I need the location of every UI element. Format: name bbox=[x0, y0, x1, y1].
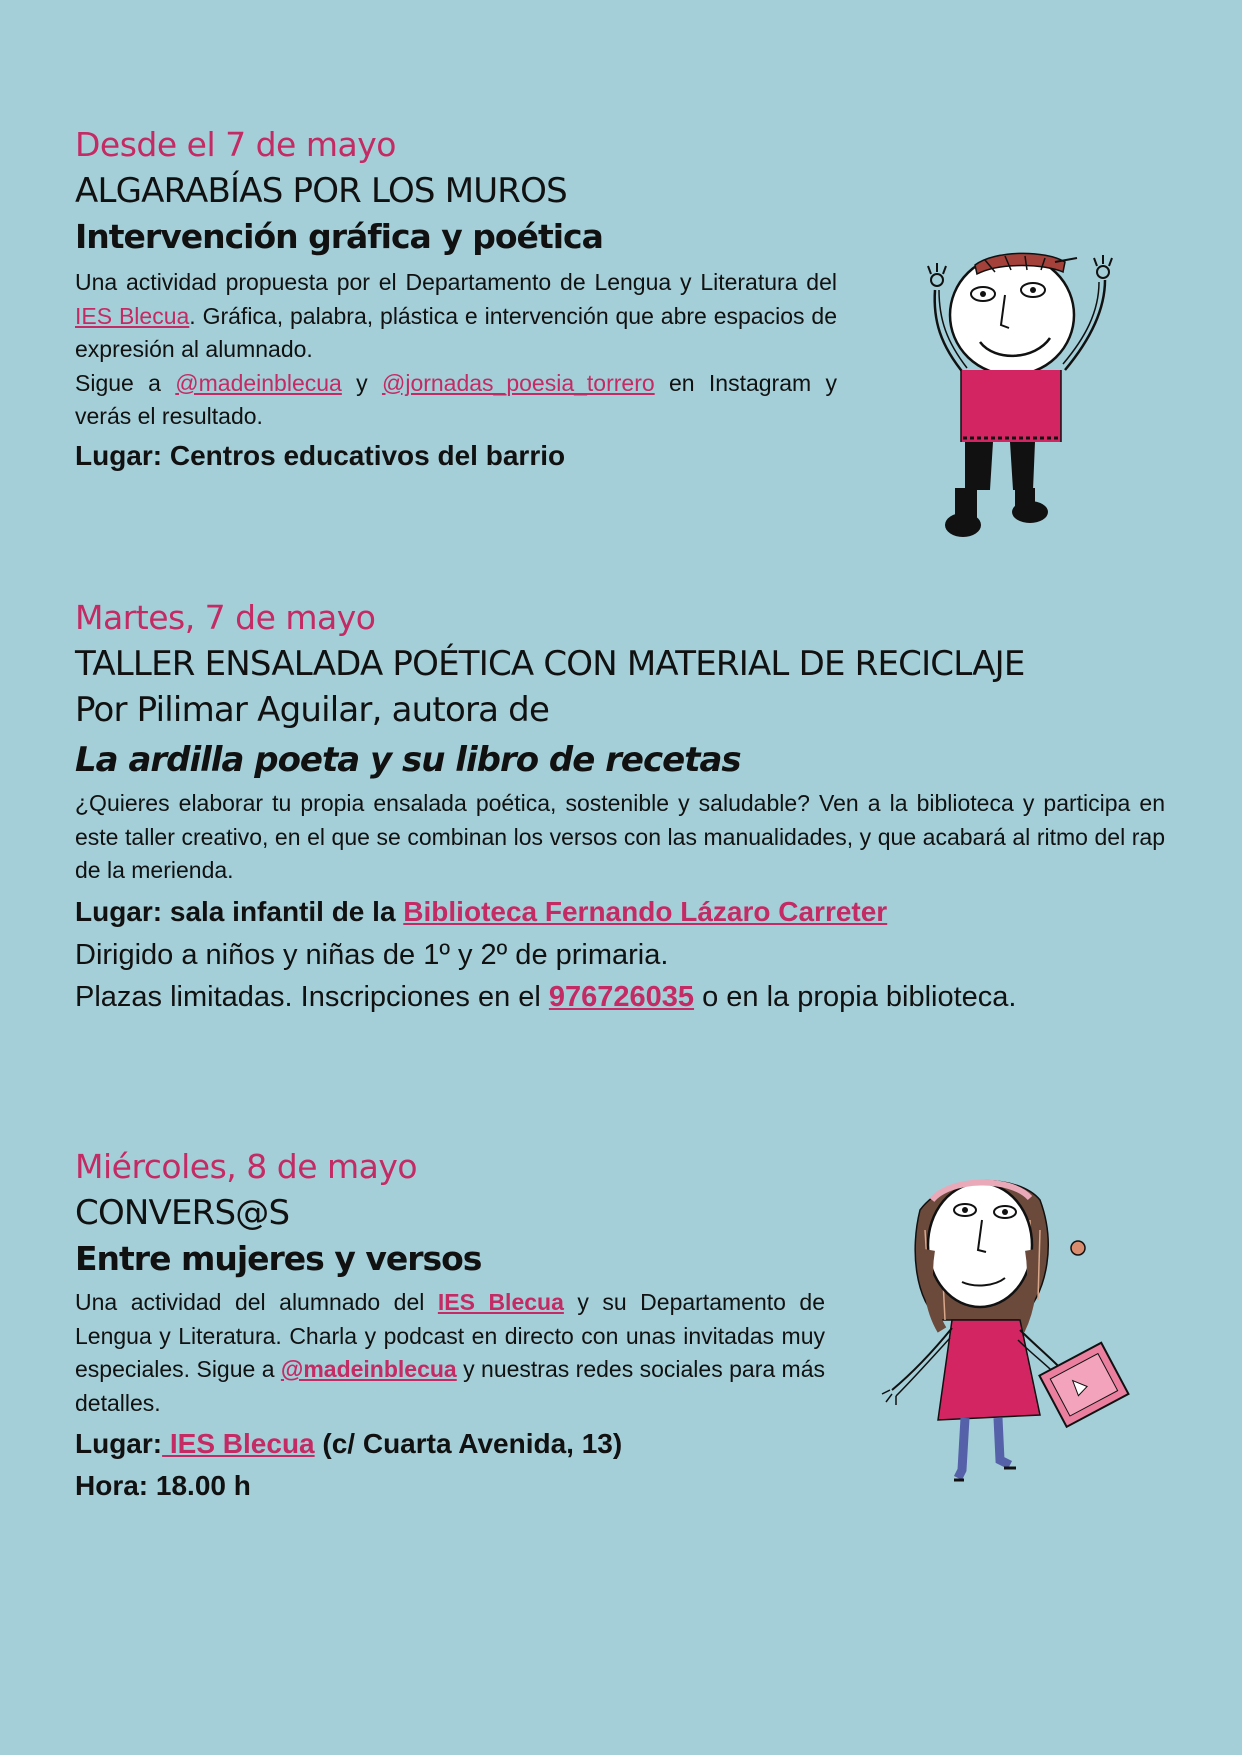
event-title: CONVERS@S bbox=[75, 1193, 290, 1233]
event-subtitle: Por Pilimar Aguilar, autora de bbox=[75, 690, 550, 730]
ies-blecua-link[interactable]: IES Blecua bbox=[437, 1289, 564, 1315]
event-description bbox=[75, 1286, 825, 1420]
event-date: Miércoles, 8 de mayo bbox=[75, 1147, 418, 1186]
place-address: (c/ Cuarta Avenida, 13) bbox=[314, 1428, 623, 1459]
event-place: Lugar: Centros educativos del barrio bbox=[75, 439, 566, 471]
event-time: Hora: 18.00 h bbox=[75, 1470, 251, 1501]
description-text: y su Departamento de Lengua y Literatura. Charla y podcast en directo con unas invitadas muy especiales. Sigue a bbox=[75, 1289, 825, 1382]
event-conversas bbox=[75, 1144, 825, 1506]
event-algarabias bbox=[75, 122, 837, 476]
event-description: ¿Quieres elaborar tu propia ensalada poética, sostenible y saludable? Ven a la biblioteca y participa en este taller creativo, en el que se combinan los versos con las manualidades, y que acabará al ritmo del rap de la merienda. bbox=[75, 790, 1165, 883]
place-label: Lugar: bbox=[75, 1428, 163, 1459]
event-title: TALLER ENSALADA POÉTICA CON MATERIAL DE RECICLAJE bbox=[75, 644, 1025, 684]
ies-blecua-link[interactable]: IES Blecua bbox=[75, 302, 190, 329]
phone-link[interactable]: 976726035 bbox=[548, 980, 695, 1013]
description-text: Sigue a bbox=[75, 369, 176, 396]
description-text: . Gráfica, palabra, plástica e intervención que abre espacios de expresión al alumnado. bbox=[75, 302, 837, 362]
event-title: ALGARABÍAS POR LOS MUROS bbox=[75, 171, 567, 211]
signup-text: Plazas limitadas. Inscripciones en el bbox=[75, 980, 549, 1013]
biblioteca-link[interactable]: Biblioteca Fernando Lázaro Carreter bbox=[403, 895, 888, 927]
event-audience: Dirigido a niños y niñas de 1º y 2º de primaria. bbox=[75, 938, 669, 971]
signup-text: o en la propia biblioteca. bbox=[694, 980, 1017, 1013]
description-text: y bbox=[341, 369, 382, 396]
event-signup bbox=[75, 976, 1165, 1018]
event-taller-ensalada bbox=[75, 595, 1165, 1018]
description-text: y nuestras redes sociales para más detalles. bbox=[75, 1356, 825, 1416]
description-text: Una actividad propuesta por el Departamento de Lengua y Literatura del bbox=[75, 269, 837, 295]
madeinblecua-link[interactable]: @madeinblecua bbox=[280, 1356, 457, 1382]
event-subtitle: Intervención gráfica y poética bbox=[75, 217, 603, 256]
book-title: La ardilla poeta y su libro de recetas bbox=[75, 740, 741, 780]
ies-blecua-place-link[interactable]: IES Blecua bbox=[162, 1428, 315, 1459]
boy-drawing-icon bbox=[905, 250, 1125, 545]
event-place bbox=[75, 892, 1165, 932]
event-description bbox=[75, 266, 837, 434]
description-text: en Instagram y verás el resultado. bbox=[75, 369, 837, 429]
madeinblecua-link[interactable]: @madeinblecua bbox=[175, 369, 342, 396]
event-date: Martes, 7 de mayo bbox=[75, 598, 376, 637]
place-label: Lugar: sala infantil de la bbox=[75, 895, 404, 927]
event-place bbox=[75, 1424, 825, 1464]
event-subtitle: Entre mujeres y versos bbox=[75, 1239, 482, 1278]
description-text: Una actividad del alumnado del bbox=[75, 1289, 438, 1315]
jornadas-poesia-link[interactable]: @jornadas_poesia_torrero bbox=[381, 369, 655, 396]
event-date: Desde el 7 de mayo bbox=[75, 125, 396, 164]
girl-drawing-icon bbox=[870, 1170, 1130, 1490]
